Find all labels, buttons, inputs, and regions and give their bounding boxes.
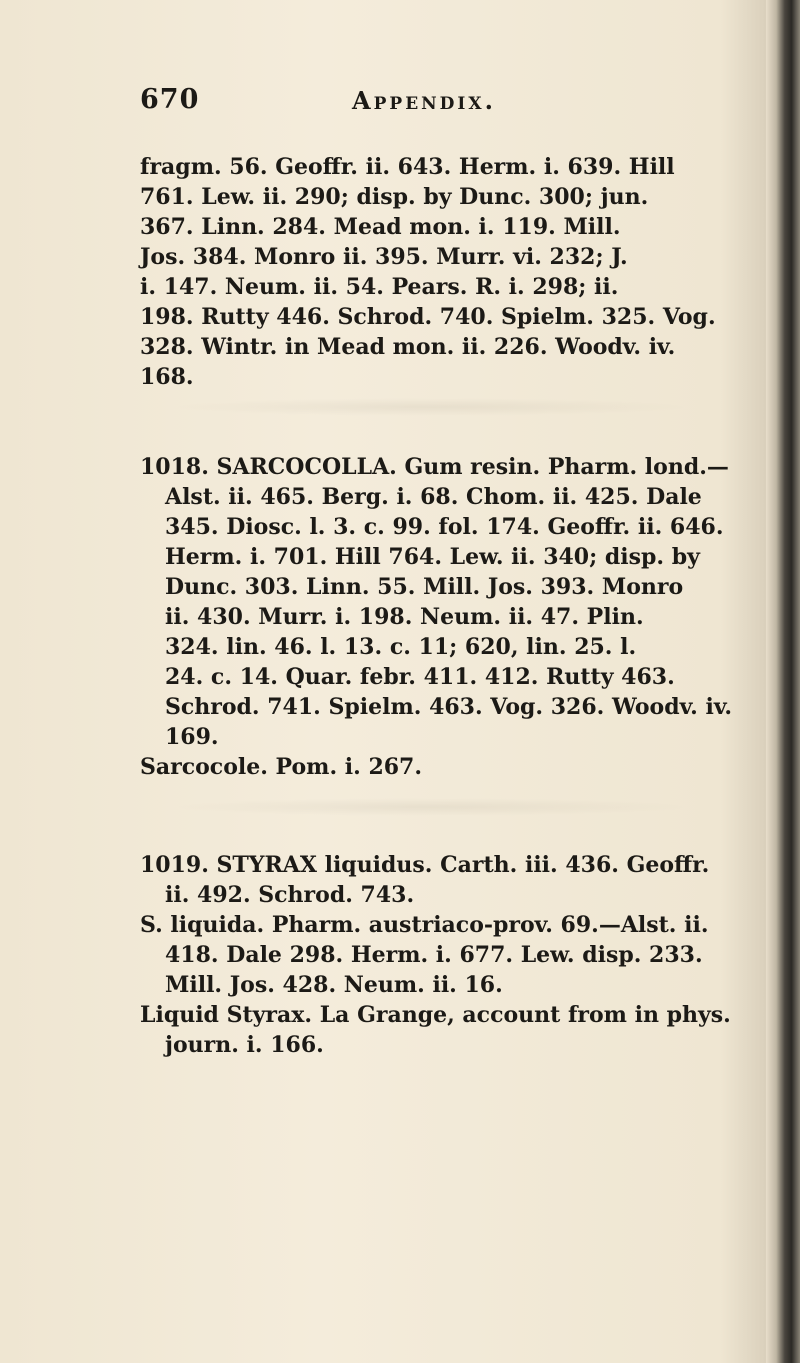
page-number: 670 bbox=[140, 84, 200, 115]
text-line: Liquid Styrax. La Grange, account from in phys. bbox=[140, 1002, 731, 1028]
text-line: S. liquida. Pharm. austriaco-prov. 69.—Alst. ii. bbox=[140, 912, 709, 938]
entry-heading-line: 1019. STYRAX liquidus. Carth. iii. 436. Geoffr. bbox=[140, 852, 710, 878]
text-line: 198. Rutty 446. Schrod. 740. Spielm. 325. Vog. bbox=[140, 304, 716, 330]
entry-1019-styrax bbox=[140, 850, 740, 1060]
text-line: ii. 492. Schrod. 743. bbox=[165, 882, 415, 908]
text-line: Sarcocole. Pom. i. 267. bbox=[140, 754, 423, 780]
text-line: 168. bbox=[140, 364, 194, 390]
continued-entry-block bbox=[140, 152, 740, 392]
text-line: Alst. ii. 465. Berg. i. 68. Chom. ii. 425. Dale bbox=[165, 484, 702, 510]
text-line: 169. bbox=[165, 724, 219, 750]
bleed-through-smudge bbox=[170, 798, 690, 816]
text-line: Schrod. 741. Spielm. 463. Vog. 326. Woodv. iv. bbox=[165, 694, 733, 720]
text-line: ii. 430. Murr. i. 198. Neum. ii. 47. Plin. bbox=[165, 604, 644, 630]
text-line: 345. Diosc. l. 3. c. 99. fol. 174. Geoffr. ii. 646. bbox=[165, 514, 724, 540]
text-line: 324. lin. 46. l. 13. c. 11; 620, lin. 25. l. bbox=[165, 634, 637, 660]
text-line: 24. c. 14. Quar. febr. 411. 412. Rutty 463. bbox=[165, 664, 675, 690]
page-gutter-edge bbox=[766, 0, 800, 1363]
text-line: Jos. 384. Monro ii. 395. Murr. vi. 232; J. bbox=[140, 244, 628, 270]
page-header bbox=[140, 84, 740, 134]
text-line: 367. Linn. 284. Mead mon. i. 119. Mill. bbox=[140, 214, 621, 240]
bleed-through-smudge bbox=[170, 398, 690, 416]
text-line: Mill. Jos. 428. Neum. ii. 16. bbox=[165, 972, 503, 998]
text-line: fragm. 56. Geoffr. ii. 643. Herm. i. 639. Hill bbox=[140, 154, 675, 180]
entry-1018-sarcocolla bbox=[140, 452, 740, 782]
running-head: Appendix. bbox=[352, 86, 496, 115]
text-line: 328. Wintr. in Mead mon. ii. 226. Woodv. iv. bbox=[140, 334, 676, 360]
text-line: 761. Lew. ii. 290; disp. by Dunc. 300; jun. bbox=[140, 184, 649, 210]
text-line: 418. Dale 298. Herm. i. 677. Lew. disp. 233. bbox=[165, 942, 703, 968]
text-line: Herm. i. 701. Hill 764. Lew. ii. 340; disp. by bbox=[165, 544, 700, 570]
text-line: i. 147. Neum. ii. 54. Pears. R. i. 298; ii. bbox=[140, 274, 619, 300]
text-line: Dunc. 303. Linn. 55. Mill. Jos. 393. Monro bbox=[165, 574, 684, 600]
entry-heading-line: 1018. SARCOCOLLA. Gum resin. Pharm. lond.— bbox=[140, 454, 729, 480]
text-line: journ. i. 166. bbox=[165, 1032, 324, 1058]
